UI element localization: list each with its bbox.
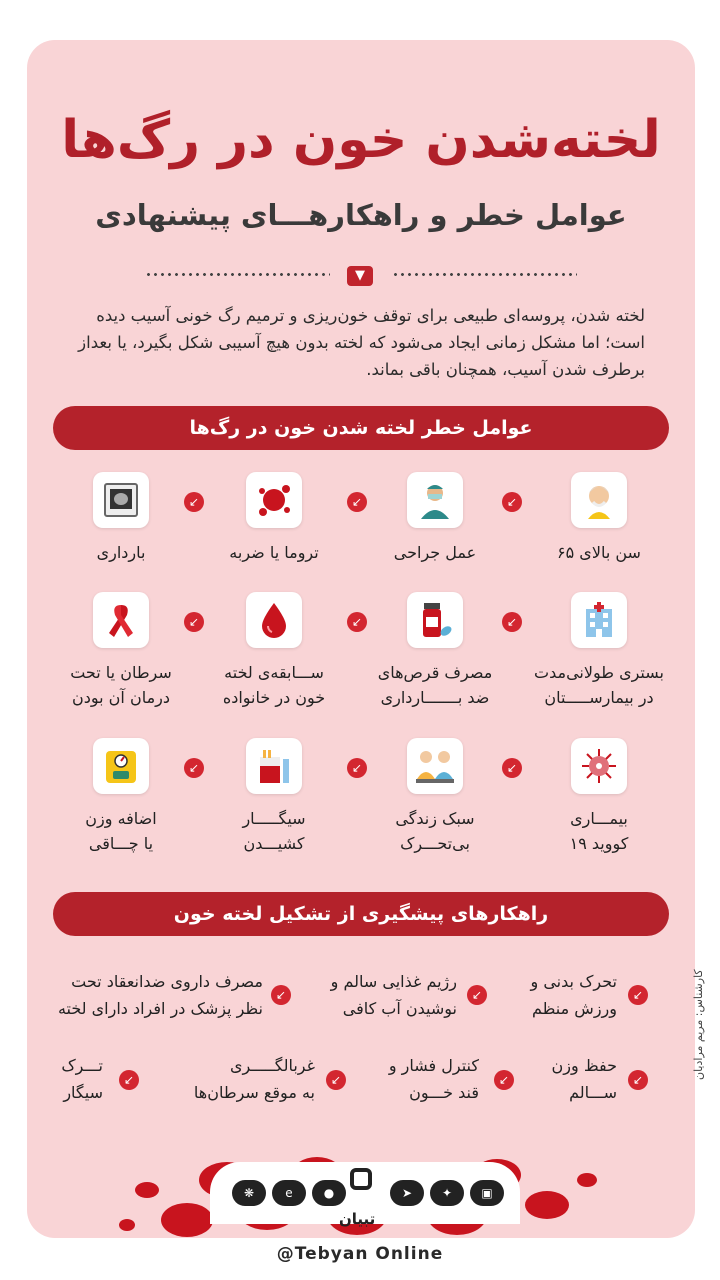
risk-factors-banner: عوامل خطر لخته شدن خون در رگ‌ها	[53, 406, 669, 450]
arrow-icon: ↙	[184, 758, 204, 778]
risk-factor-obesity: اضافه وزن یا چـــاقی	[46, 738, 196, 856]
risk-factor-pregnancy: بارداری	[46, 472, 196, 565]
risk-factor-age: سن بالای ۶۵	[524, 472, 674, 565]
arrow-icon: ↙	[271, 985, 291, 1005]
social-handle: @Tebyan Online	[276, 1244, 444, 1264]
twitter-icon[interactable]: ✦	[430, 1180, 464, 1206]
cancer-ribbon-icon	[93, 592, 149, 648]
scale-icon	[93, 738, 149, 794]
blood-splatter-icon	[246, 472, 302, 528]
page-subtitle: عوامل خطر و راهکارهـــای پیشنهادی	[95, 198, 627, 232]
infographic-card	[27, 40, 695, 1238]
arrow-icon: ↙	[184, 612, 204, 632]
credit-text: کارشناس: مریم مرادیان	[692, 969, 705, 1080]
tip-diet: رژیم غذایی سالم و نوشیدن آب کافی	[330, 972, 457, 1018]
elderly-icon	[571, 472, 627, 528]
prevention-banner: راهکارهای پیشگیری از تشکیل لخته خون	[53, 892, 669, 936]
risk-factor-cancer: سرطان یا تحت درمان آن بودن	[46, 592, 196, 710]
risk-factor-covid: بیمـــاری کووید ۱۹	[524, 738, 674, 856]
tebyan-logo-text: تبیان	[339, 1210, 376, 1228]
arrow-down-icon: ▼	[347, 266, 373, 286]
blood-drop-icon	[246, 592, 302, 648]
page-title: لخته‌شدن خون در رگ‌ها	[61, 110, 661, 170]
risk-factor-smoking: سیگـــــار کشیـــدن	[199, 738, 349, 856]
surgeon-icon	[407, 472, 463, 528]
risk-factor-family-history: ســـابقه‌ی لخته خون در خانواده	[199, 592, 349, 710]
tip-screening: غربالگـــــری به موقع سرطان‌ها	[193, 1056, 315, 1102]
tip-exercise: تحرک بدنی و ورزش منظم	[530, 972, 617, 1018]
eitaa-icon[interactable]: e	[272, 1180, 306, 1206]
instagram-icon[interactable]: ▣	[470, 1180, 504, 1206]
arrow-icon: ↙	[502, 758, 522, 778]
risk-factor-sedentary: سبک زندگی بی‌تحـــرک	[360, 738, 510, 856]
divider-dots-right	[392, 273, 577, 276]
telegram-icon[interactable]: ➤	[390, 1180, 424, 1206]
arrow-icon: ↙	[467, 985, 487, 1005]
arrow-icon: ↙	[502, 492, 522, 512]
intro-paragraph: لخته شدن، پروسه‌ای طبیعی برای توقف خون‌ریزی و ترمیم رگ خونی آسیب دیده است؛ اما مشکل زمانی ایجاد می‌شود که لخته بدون هیچ آسیبی شکل بگیرد، یا بعداز برطرف شدن آسیب، همچنان باقی بماند.	[78, 306, 645, 379]
tip-blood-pressure: کنترل فشار و قند خـــون	[388, 1056, 479, 1102]
cigarettes-icon	[246, 738, 302, 794]
arrow-icon: ↙	[628, 1070, 648, 1090]
tip-weight: حفظ وزن ســـالم	[551, 1056, 617, 1102]
arrow-icon: ↙	[184, 492, 204, 512]
arrow-icon: ↙	[494, 1070, 514, 1090]
arrow-icon: ↙	[628, 985, 648, 1005]
arrow-icon: ↙	[347, 492, 367, 512]
tip-quit-smoking: تـــرک سیگار	[61, 1056, 103, 1102]
risk-factor-surgery: عمل جراحی	[360, 472, 510, 565]
network-icon[interactable]: ❋	[232, 1180, 266, 1206]
arrow-icon: ↙	[347, 612, 367, 632]
pills-icon	[407, 592, 463, 648]
risk-factor-trauma: تروما یا ضربه	[199, 472, 349, 565]
dotted-divider	[145, 266, 577, 282]
risk-factor-contraceptives: مصرف قرص‌های ضد بـــــــارداری	[360, 592, 510, 710]
hospital-icon	[571, 592, 627, 648]
arrow-icon: ↙	[119, 1070, 139, 1090]
bale-icon[interactable]: ●	[312, 1180, 346, 1206]
arrow-icon: ↙	[326, 1070, 346, 1090]
virus-icon	[571, 738, 627, 794]
divider-dots-left	[145, 273, 330, 276]
ultrasound-icon	[93, 472, 149, 528]
arrow-icon: ↙	[502, 612, 522, 632]
desk-worker-icon	[407, 738, 463, 794]
arrow-icon: ↙	[347, 758, 367, 778]
tebyan-logo-icon	[350, 1168, 372, 1190]
risk-factor-hospitalization: بستری طولانی‌مدت در بیمارســـــتان	[524, 592, 674, 710]
tip-anticoagulant: مصرف داروی ضدانعقاد تحت نظر پزشک در افراد دارای لخته	[57, 972, 263, 1018]
